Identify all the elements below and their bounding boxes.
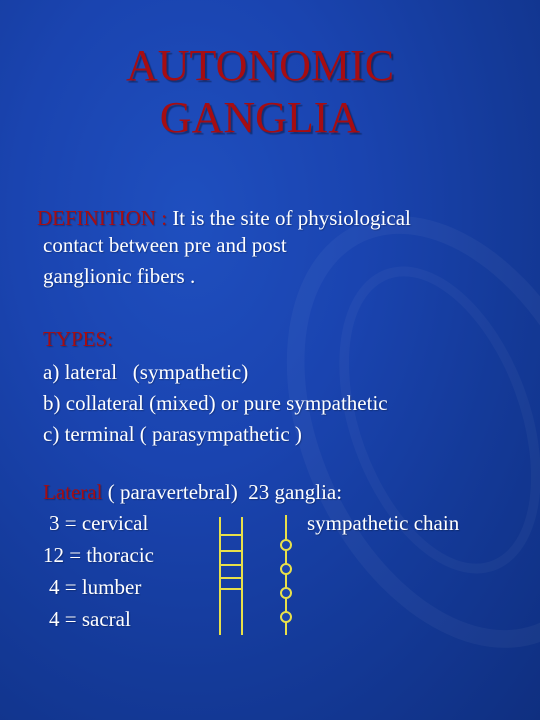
count-lumber: 4 = lumber <box>49 575 142 599</box>
definition-line-3: ganglionic fibers . <box>43 264 196 288</box>
lateral-rest: ( paravertebral) 23 ganglia: <box>102 480 343 504</box>
definition-text-1: It is the site of physiological <box>167 206 411 230</box>
ganglion-node <box>281 564 291 574</box>
lateral-label: Lateral <box>43 480 103 504</box>
types-label: TYPES: <box>43 327 114 351</box>
definition-label: DEFINITION : <box>37 206 168 230</box>
slide-title <box>0 40 520 144</box>
count-cervical: 3 = cervical <box>49 511 149 535</box>
title-line-2: GANGLIA <box>159 93 361 142</box>
definition-line-2: contact between pre and post <box>43 233 287 257</box>
ganglion-node <box>281 612 291 622</box>
ganglion-node <box>281 588 291 598</box>
sympathetic-chain-diagram <box>210 515 310 640</box>
count-thoracic: 12 = thoracic <box>43 543 154 567</box>
types-item-c: c) terminal ( parasympathetic ) <box>43 422 302 446</box>
types-item-a: a) lateral (sympathetic) <box>43 360 249 384</box>
lateral-line <box>43 480 342 505</box>
count-sacral: 4 = sacral <box>49 607 131 631</box>
definition-line-1 <box>37 206 411 231</box>
sympathetic-chain-label: sympathetic chain <box>307 511 460 535</box>
title-line-1: AUTONOMIC <box>125 41 395 90</box>
types-item-b: b) collateral (mixed) or pure sympathetic <box>43 391 388 415</box>
ganglion-node <box>281 540 291 550</box>
